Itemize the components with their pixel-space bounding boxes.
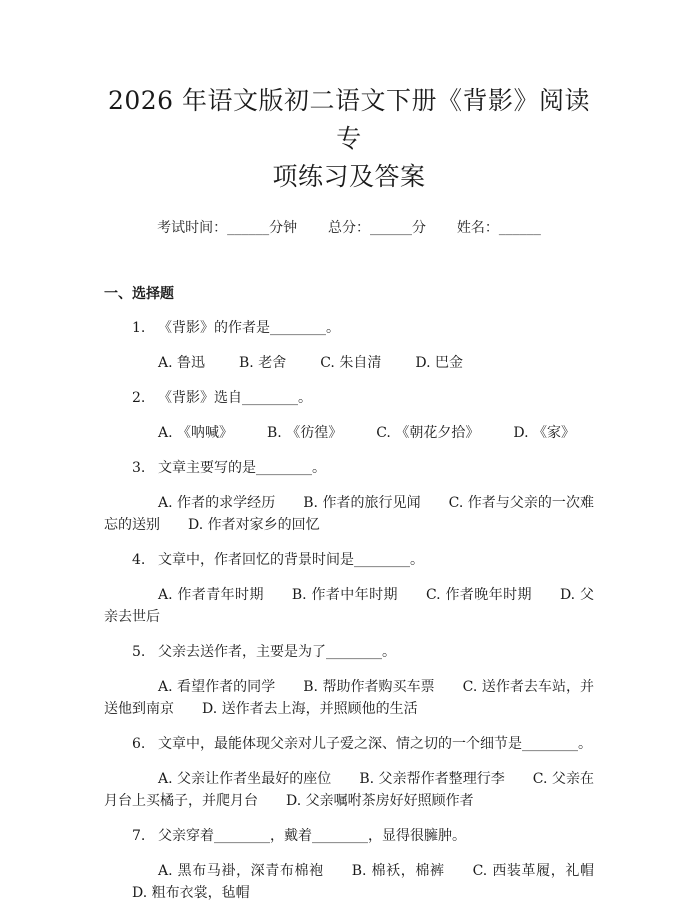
question-stem: 文章中，最能体现父亲对儿子爱之深、情之切的一个细节是________。: [158, 736, 592, 752]
option-d: D. 巴金: [415, 355, 463, 371]
option-a: A. 作者青年时期: [158, 587, 264, 603]
question-stem: 《背影》选自________。: [158, 390, 312, 406]
option-d: D. 《家》: [513, 425, 575, 441]
option-a: A. 作者的求学经历: [158, 495, 276, 511]
option-c: C. 父亲在月台上买橘子，并爬月台: [104, 771, 594, 809]
question-stem: 父亲穿着________，戴着________，显得很臃肿。: [158, 828, 466, 844]
option-c: C. 作者晚年时期: [425, 587, 532, 603]
question-number: 1.: [132, 320, 146, 336]
question-number: 3.: [132, 460, 146, 476]
options-1: [104, 352, 594, 374]
title-line-2: 项练习及答案: [272, 162, 426, 191]
option-c: C. 西装革履，礼帽: [472, 863, 594, 879]
option-b: B. 《彷徨》: [267, 425, 343, 441]
question-stem: 文章主要写的是________。: [158, 460, 326, 476]
total-score: 总分：______分: [328, 220, 426, 236]
options-3: [104, 492, 594, 536]
option-a: A. 《呐喊》: [158, 425, 234, 441]
option-c: C. 朱自清: [320, 355, 382, 371]
question-number: 7.: [132, 828, 146, 844]
question-1: [104, 318, 594, 338]
option-d: D. 粗布衣裳，毡帽: [132, 885, 250, 901]
option-b: B. 作者中年时期: [291, 587, 398, 603]
option-b: B. 帮助作者购买车票: [303, 679, 435, 695]
options-6: [104, 768, 594, 812]
question-number: 6.: [132, 736, 146, 752]
option-c: C. 作者与父亲的一次难忘的送别: [104, 495, 594, 533]
option-b: B. 老舍: [239, 355, 287, 371]
options-4: [104, 584, 594, 628]
question-6: [104, 734, 594, 754]
option-a: A. 黑布马褂，深青布棉袍: [158, 863, 324, 879]
question-5: [104, 642, 594, 662]
question-number: 2.: [132, 390, 146, 406]
question-number: 5.: [132, 644, 146, 660]
option-b: B. 父亲帮作者整理行李: [359, 771, 505, 787]
option-a: A. 看望作者的同学: [158, 679, 276, 695]
options-7: [104, 860, 594, 904]
option-d: D. 父亲去世后: [104, 587, 594, 625]
title-line-1: 2026 年语文版初二语文下册《背影》阅读专: [107, 86, 591, 153]
exam-time: 考试时间：______分钟: [157, 220, 298, 236]
option-a: A. 父亲让作者坐最好的座位: [158, 771, 332, 787]
option-d: D. 父亲嘱咐茶房好好照顾作者: [286, 793, 474, 809]
question-4: [104, 550, 594, 570]
section-title: 一、选择题: [104, 286, 174, 302]
options-2: [104, 422, 594, 444]
option-d: D. 作者对家乡的回忆: [188, 517, 320, 533]
question-stem: 父亲去送作者，主要是为了________。: [158, 644, 396, 660]
document-title: [104, 82, 594, 196]
question-number: 4.: [132, 552, 146, 568]
option-d: D. 送作者去上海，并照顾他的生活: [202, 701, 418, 717]
question-stem: 文章中，作者回忆的背景时间是________。: [158, 552, 424, 568]
student-name: 姓名：______: [456, 220, 541, 236]
options-5: [104, 676, 594, 720]
option-c: C. 送作者去车站，并送他到南京: [104, 679, 594, 717]
question-stem: 《背影》的作者是________。: [158, 320, 340, 336]
option-b: B. 作者的旅行见闻: [303, 495, 421, 511]
question-3: [104, 458, 594, 478]
option-b: B. 棉袄，棉裤: [351, 863, 445, 879]
option-a: A. 鲁迅: [158, 355, 206, 371]
question-7: [104, 826, 594, 846]
option-c: C. 《朝花夕拾》: [376, 425, 480, 441]
exam-meta: [104, 218, 594, 238]
question-2: [104, 388, 594, 408]
